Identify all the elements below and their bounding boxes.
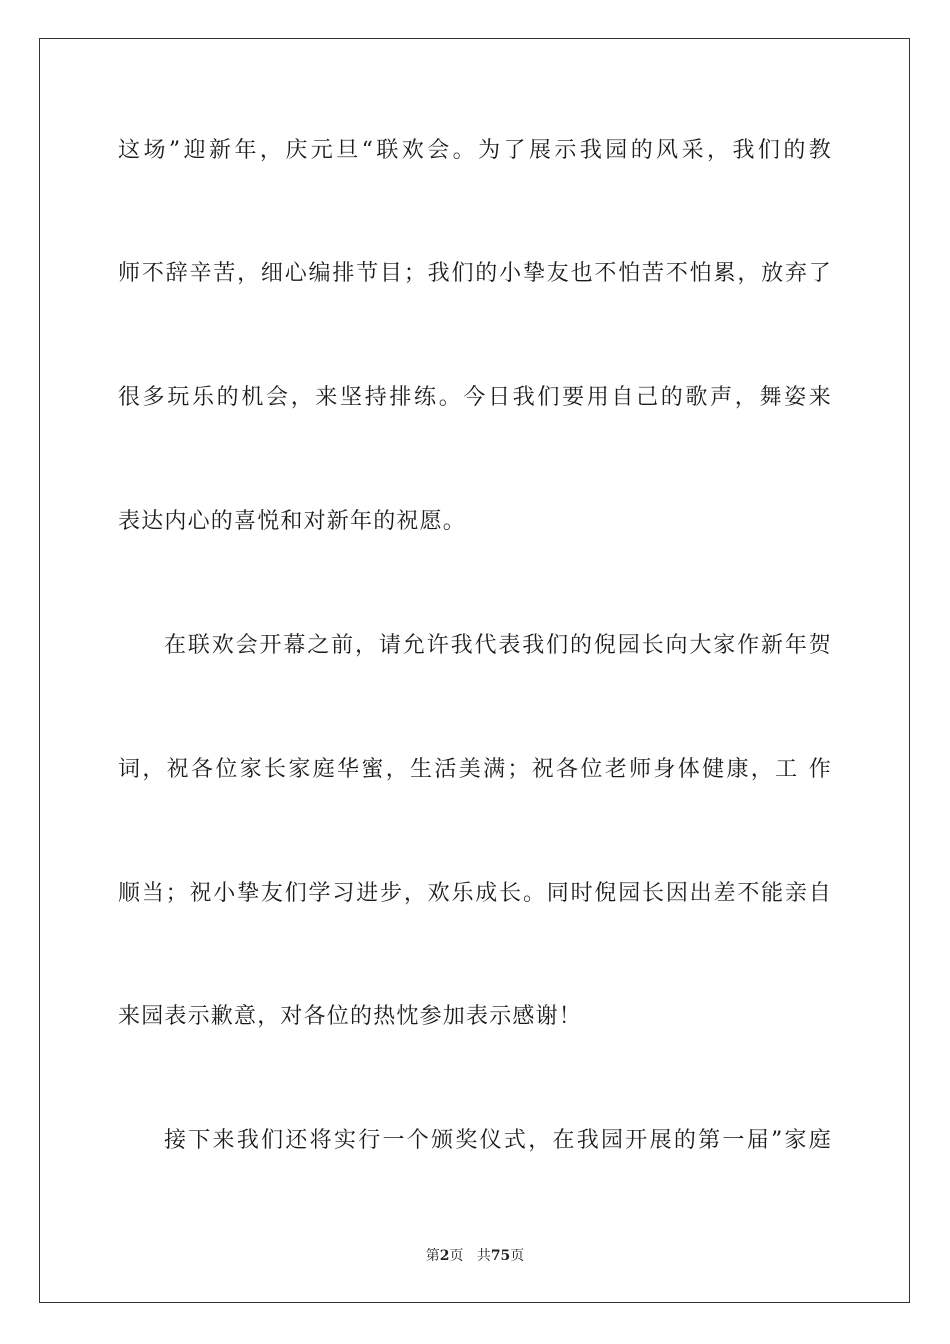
total-suffix: 页 [510,1248,525,1264]
page-footer [0,1246,950,1266]
paragraph-line: 词，祝各位家长家庭华蜜，生活美满；祝各位老师身体健康，工 作 [118,757,832,782]
page-prefix: 第 [425,1248,440,1264]
total-pages: 75 [490,1248,511,1264]
paragraph-line: 来园表示歉意，对各位的热忱参加表示感谢！ [118,1004,583,1029]
page-border [39,38,910,1303]
paragraph-line: 顺当；祝小挚友们学习进步，欢乐成长。同时倪园长因出差不能亲自 [118,881,832,906]
paragraph-line: 师不辞辛苦，细心编排节目；我们的小挚友也不怕苦不怕累，放弃了 [118,261,832,286]
paragraph-line: 这场”迎新年，庆元旦“联欢会。为了展示我园的风采，我们的教 [118,138,832,163]
paragraph-line: 表达内心的喜悦和对新年的祝愿。 [118,509,467,534]
page-suffix: 页 [449,1248,464,1264]
paragraph-line: 很多玩乐的机会，来坚持排练。今日我们要用自己的歌声，舞姿来 [118,385,832,410]
paragraph-line: 在联欢会开幕之前，请允许我代表我们的倪园长向大家作新年贺 [164,633,832,658]
paragraph-line: 接下来我们还将实行一个颁奖仪式，在我园开展的第一届”家庭 [164,1128,832,1153]
page-number: 2 [439,1248,450,1264]
total-prefix: 共 [476,1248,491,1264]
